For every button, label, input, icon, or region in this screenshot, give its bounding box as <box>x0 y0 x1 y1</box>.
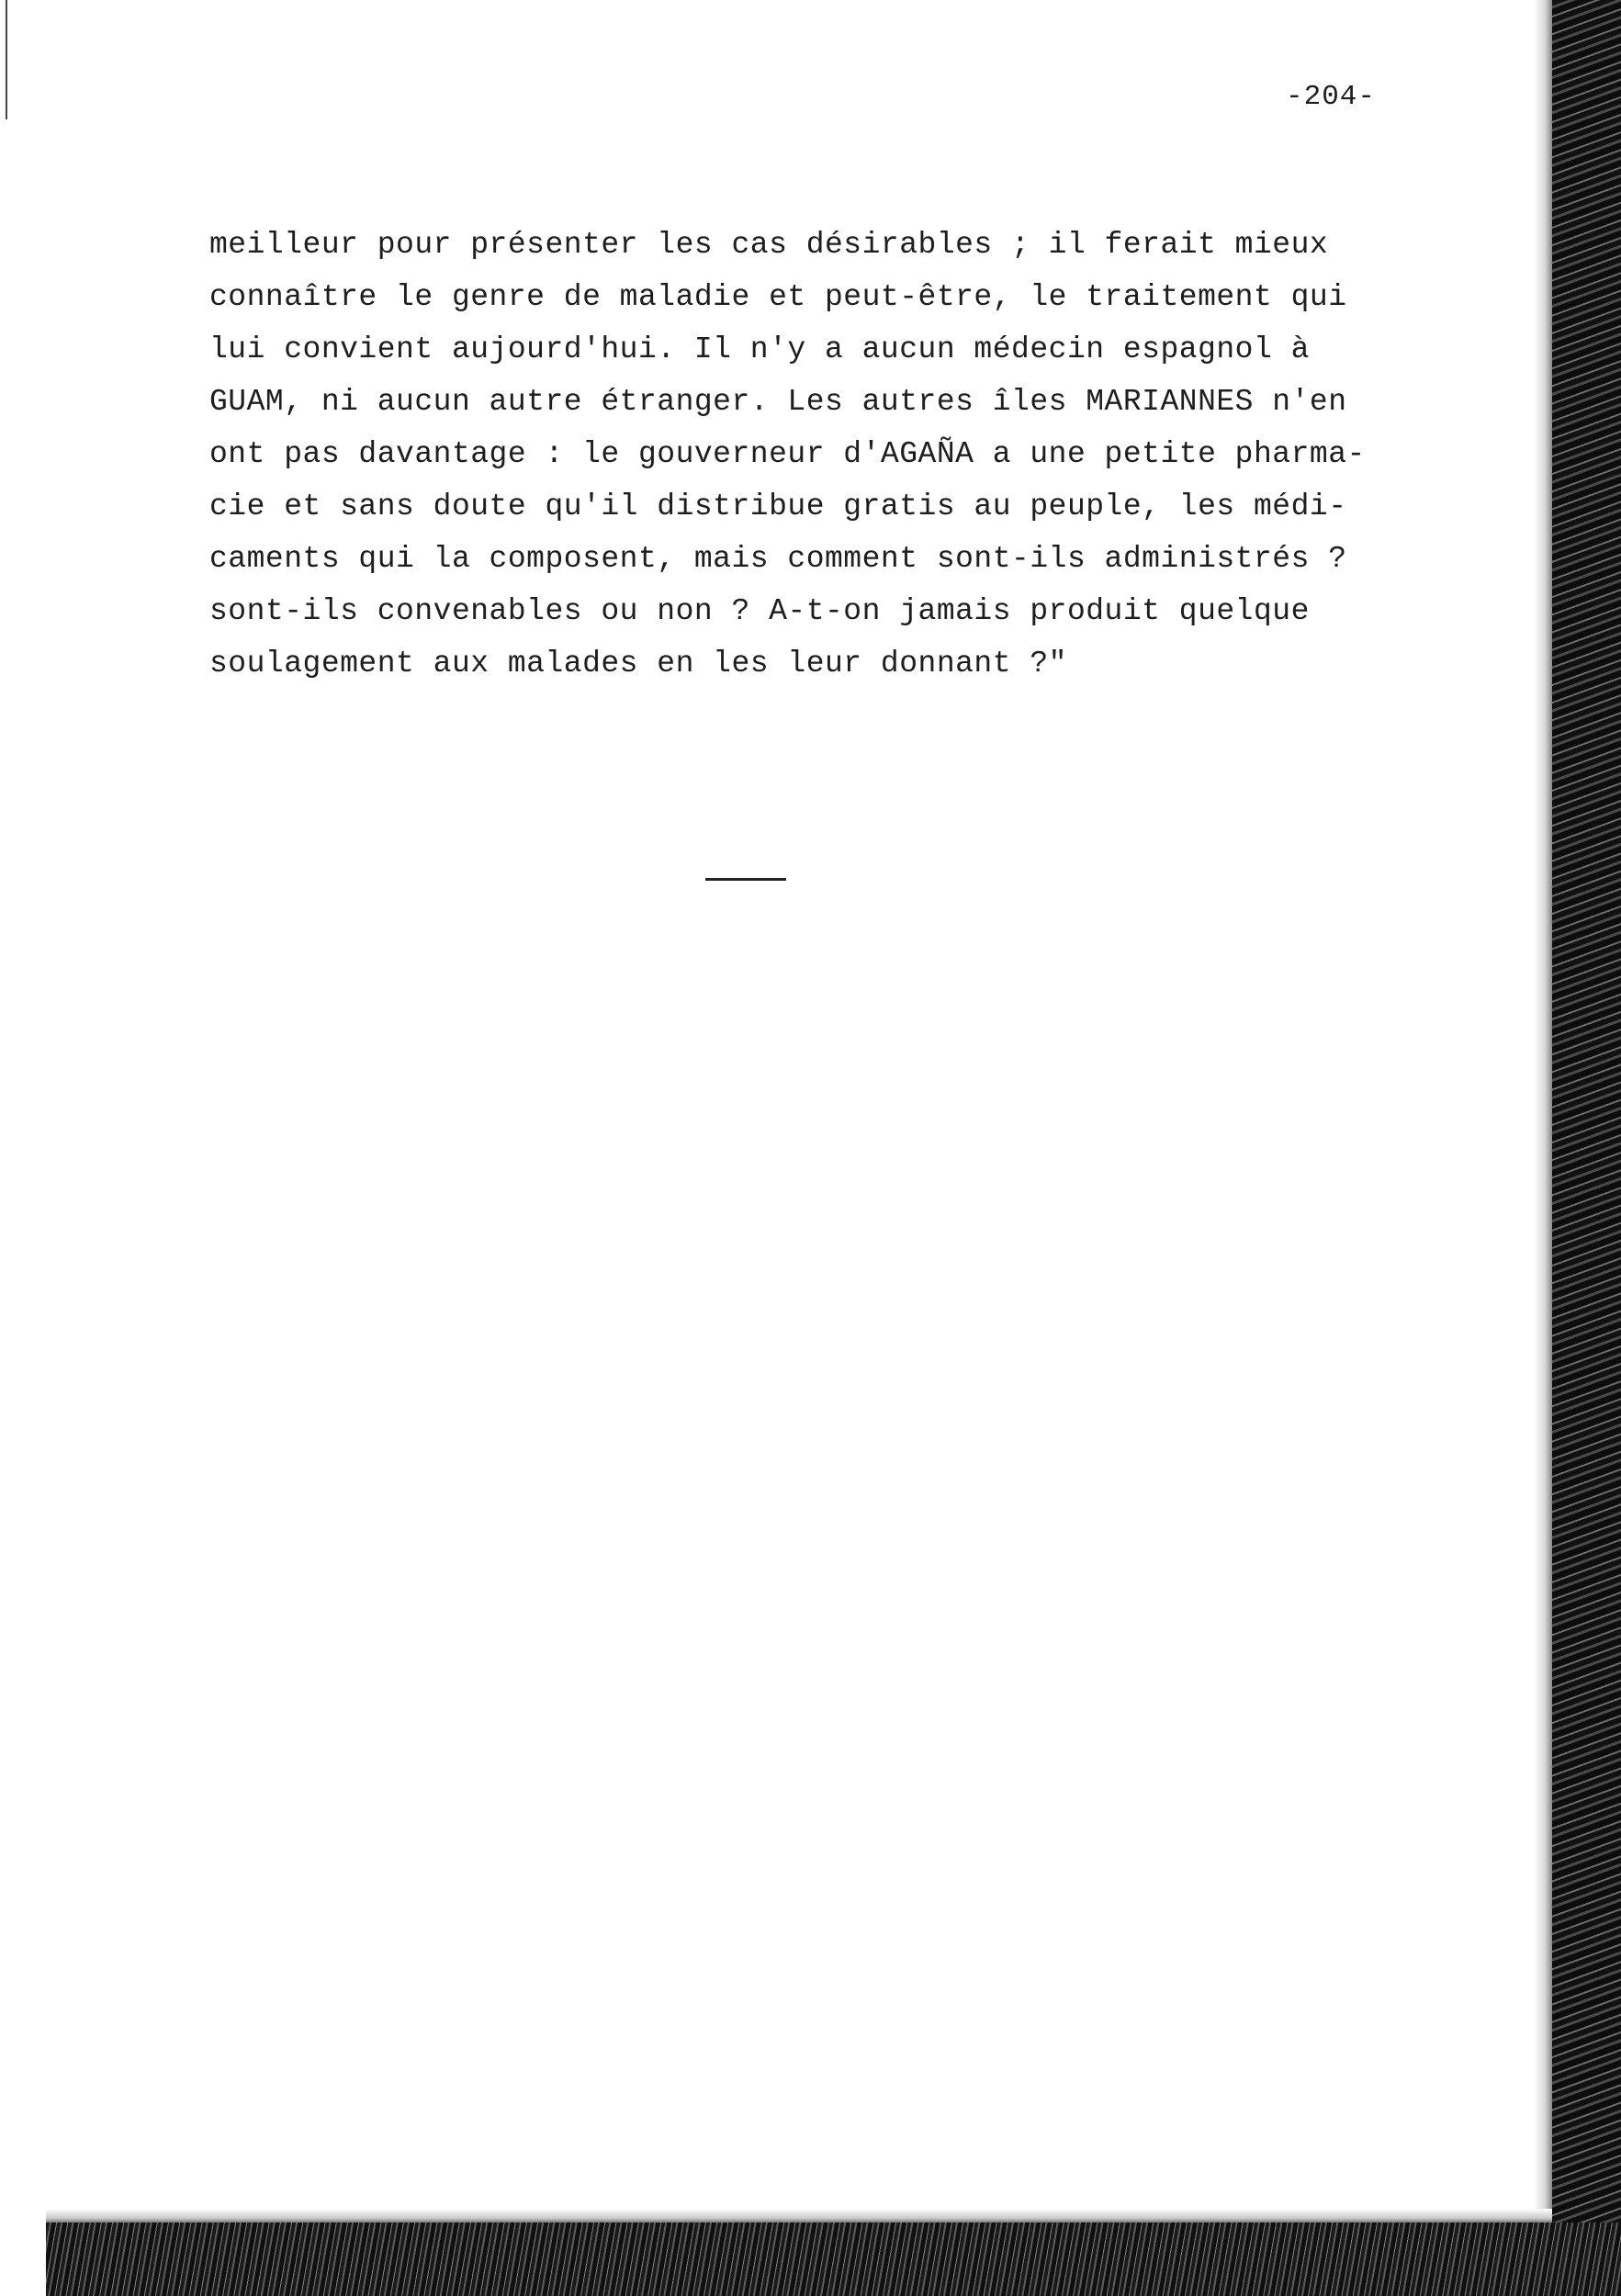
text-line: GUAM, ni aucun autre étranger. Les autres îles MARIANNES n'en <box>209 385 1347 419</box>
scan-shadow-right <box>1534 0 1552 2241</box>
binding-mark <box>6 0 7 119</box>
text-line: cie et sans doute qu'il distribue gratis au peuple, les médi- <box>209 490 1347 523</box>
scan-shadow-bottom <box>46 2209 1552 2223</box>
body-paragraph <box>209 219 1495 690</box>
text-line: ont pas davantage : le gouverneur d'AGAÑA a une petite pharma- <box>209 437 1366 471</box>
scan-edge-bottom <box>46 2223 1621 2296</box>
text-line: sont-ils convenables ou non ? A-t-on jamais produit quelque <box>209 594 1310 628</box>
text-line: meilleur pour présenter les cas désirables ; il ferait mieux <box>209 228 1329 262</box>
section-divider <box>705 878 786 881</box>
text-line: soulagement aux malades en les leur donnant ?" <box>209 647 1067 681</box>
page-number: -204- <box>1286 81 1377 113</box>
scan-edge-right <box>1552 0 1621 2241</box>
text-line: caments qui la composent, mais comment sont-ils administrés ? <box>209 542 1347 576</box>
text-line: connaître le genre de maladie et peut-être, le traitement qui <box>209 280 1347 314</box>
text-line: lui convient aujourd'hui. Il n'y a aucun médecin espagnol à <box>209 332 1310 366</box>
